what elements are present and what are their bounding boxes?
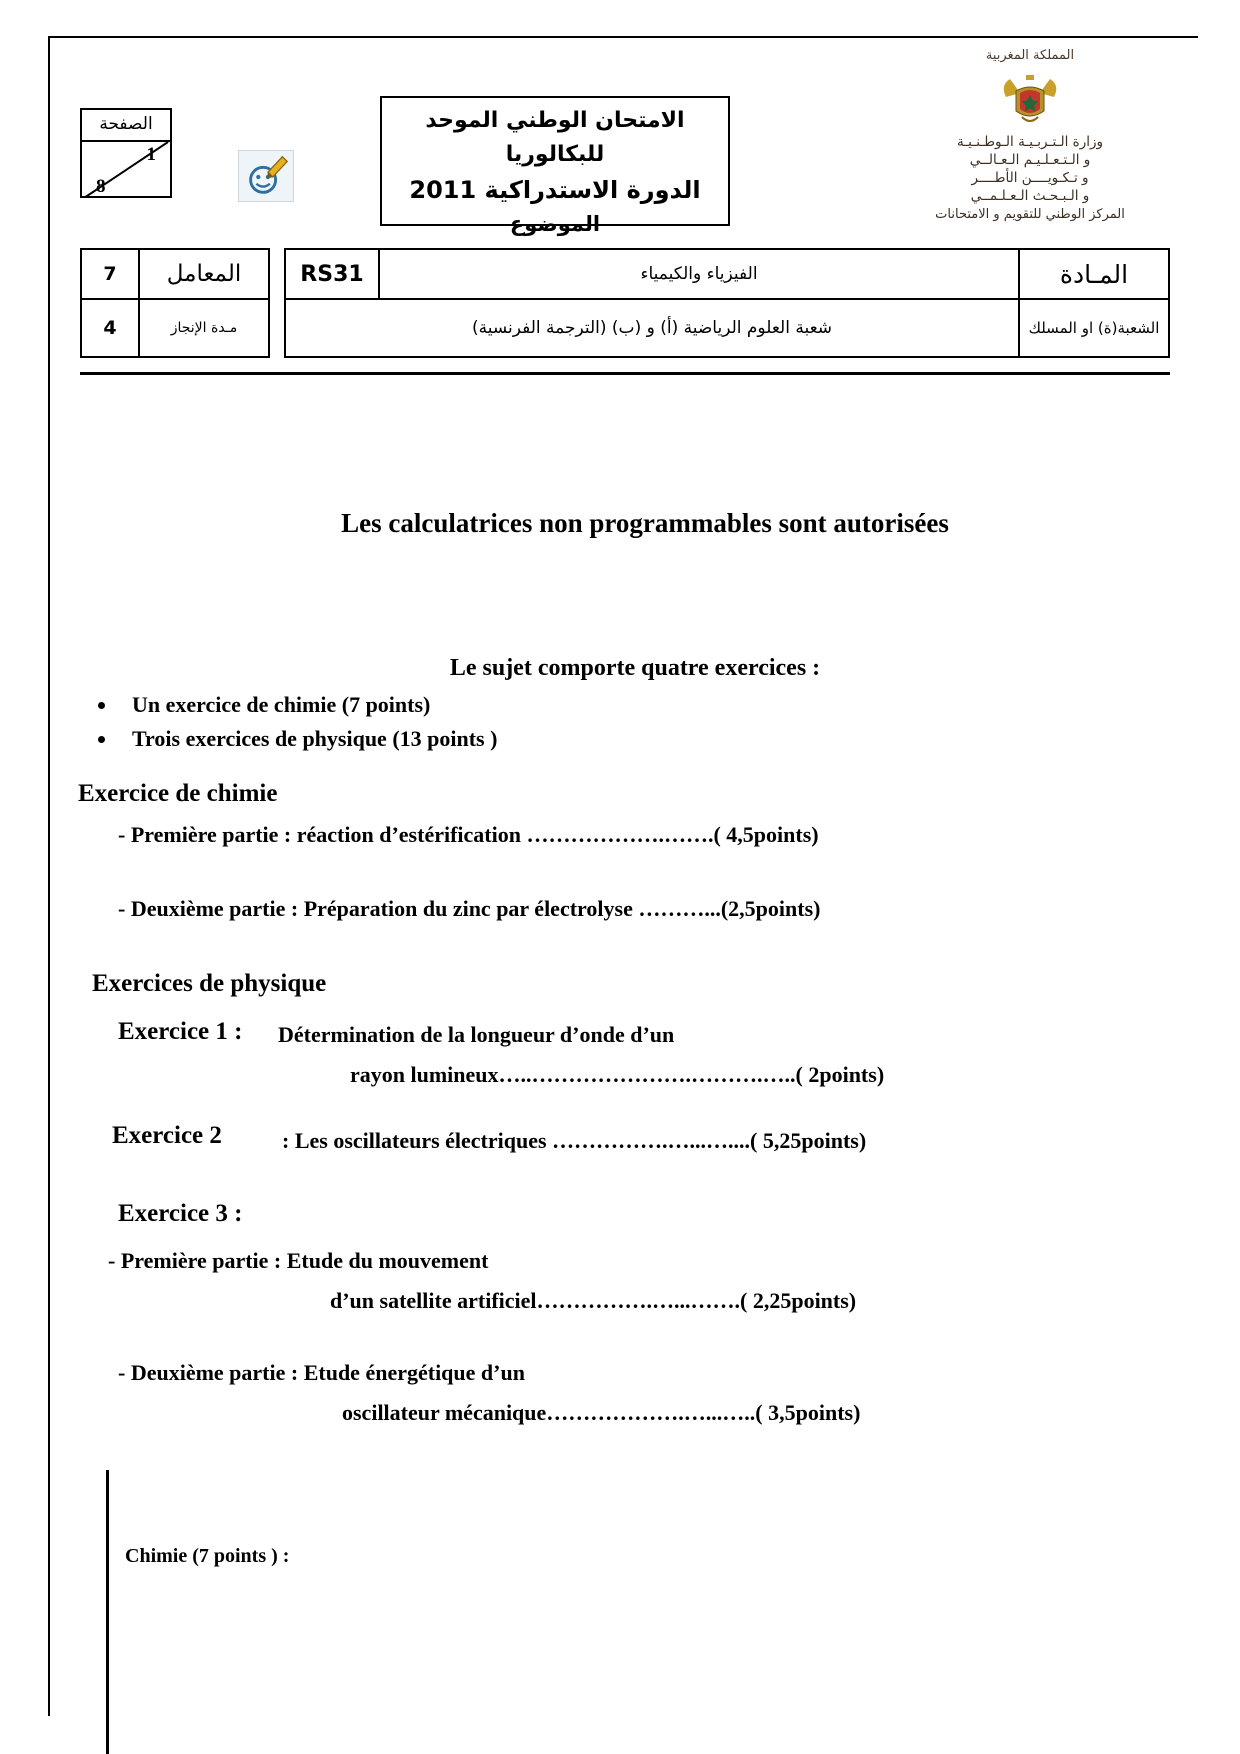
- footer-vertical-rule: [106, 1470, 109, 1754]
- ministry-line2: و الـتـعـلـيـم الـعـالــي: [969, 152, 1091, 168]
- exercise3-part2-line2: oscillateur mécanique……………….…...…..( 3,5points): [342, 1400, 861, 1425]
- ministry-line5: المركز الوطني للتقويم و الامتحانات: [935, 207, 1125, 222]
- exercise1-title: Exercice 1 :: [118, 1018, 243, 1045]
- page-current: 1: [146, 144, 156, 165]
- list-item: • Un exercice de chimie (7 points): [118, 688, 1018, 722]
- ministry-line1: وزارة الـتـربـيـة الـوطـنـيـة: [956, 134, 1104, 150]
- exercise3-part1-line1: - Première partie : Etude du mouvement: [108, 1248, 489, 1273]
- exam-title-line1: الامتحان الوطني الموحد للبكالوريا: [425, 108, 685, 167]
- coat-of-arms-icon: [996, 67, 1064, 131]
- calculator-note: Les calculatrices non programmables sont autorisées: [341, 508, 949, 538]
- morocco-crest-icon: [996, 67, 1064, 131]
- exam-title-line2: الدورة الاستدراكية 2011: [409, 176, 701, 204]
- chemistry-part2: - Deuxième partie : Préparation du zinc par électrolyse ………...(2,5points): [118, 896, 821, 921]
- exercise-summary-list: [90, 688, 1018, 756]
- ministry-line4: و الـبـحـث الـعـلـمــي: [970, 188, 1090, 204]
- table-row: [81, 249, 1169, 299]
- table-spacer: [269, 299, 285, 357]
- matiere-value: الفيزياء والكيمياء: [379, 249, 1019, 299]
- exam-title-line3: الموضوع: [509, 212, 601, 236]
- physics-heading: Exercices de physique: [92, 970, 327, 997]
- header-divider: [80, 372, 1170, 375]
- coefficient-value: 7: [81, 249, 139, 299]
- coefficient-label: المعامل: [139, 249, 269, 299]
- kingdom-label: المملكة المغربية: [985, 48, 1075, 63]
- exercise3-title: Exercice 3 :: [118, 1200, 243, 1227]
- table-spacer: [269, 249, 285, 299]
- page-total: 8: [96, 176, 106, 197]
- chemistry-part1: - Première partie : réaction d’estérification ……………….…….( 4,5points): [118, 822, 819, 847]
- exercise2-text: : Les oscillateurs électriques …………….…...…....( 5,25points): [282, 1128, 867, 1153]
- table-row: [81, 299, 1169, 357]
- page-box-title: الصفحة: [82, 110, 170, 142]
- ministry-block: [890, 48, 1170, 223]
- matiere-label: المـادة: [1019, 249, 1169, 299]
- exam-logo-icon: [238, 150, 294, 202]
- exercise3-part2-line1: - Deuxième partie : Etude énergétique d’un: [118, 1360, 525, 1385]
- subject-intro: Le sujet comporte quatre exercices :: [449, 655, 821, 681]
- duree-value: 4: [81, 299, 139, 357]
- chemistry-heading: Exercice de chimie: [78, 780, 278, 807]
- exam-info-table: [80, 248, 1170, 358]
- page-box-body: [82, 142, 170, 198]
- exercise2-title: Exercice 2: [112, 1122, 222, 1149]
- exercise1-text: Détermination de la longueur d’onde d’un: [278, 1022, 675, 1047]
- exercise1-continuation: rayon lumineux…..………………….……….…..( 2points): [350, 1062, 885, 1087]
- exam-code: RS31: [285, 249, 379, 299]
- ministry-line3: و تـكـويــــن الأطــــر: [971, 170, 1089, 186]
- duree-label: مـدة الإنجاز: [139, 299, 269, 357]
- list-item: • Trois exercices de physique (13 points ): [118, 722, 1018, 756]
- exam-title-box: [380, 96, 730, 236]
- exercise3-part1-line2: d’un satellite artificiel…………….…...…….( 2,25points): [330, 1288, 857, 1313]
- filiere-label: الشعبة(ة) او المسلك: [1019, 299, 1169, 357]
- chemistry-section-footer: Chimie (7 points ) :: [125, 1545, 290, 1567]
- page-number-box: [80, 108, 172, 198]
- pen-circle-icon: [239, 151, 293, 201]
- filiere-value: شعبة العلوم الرياضية (أ) و (ب) (الترجمة الفرنسية): [285, 299, 1019, 357]
